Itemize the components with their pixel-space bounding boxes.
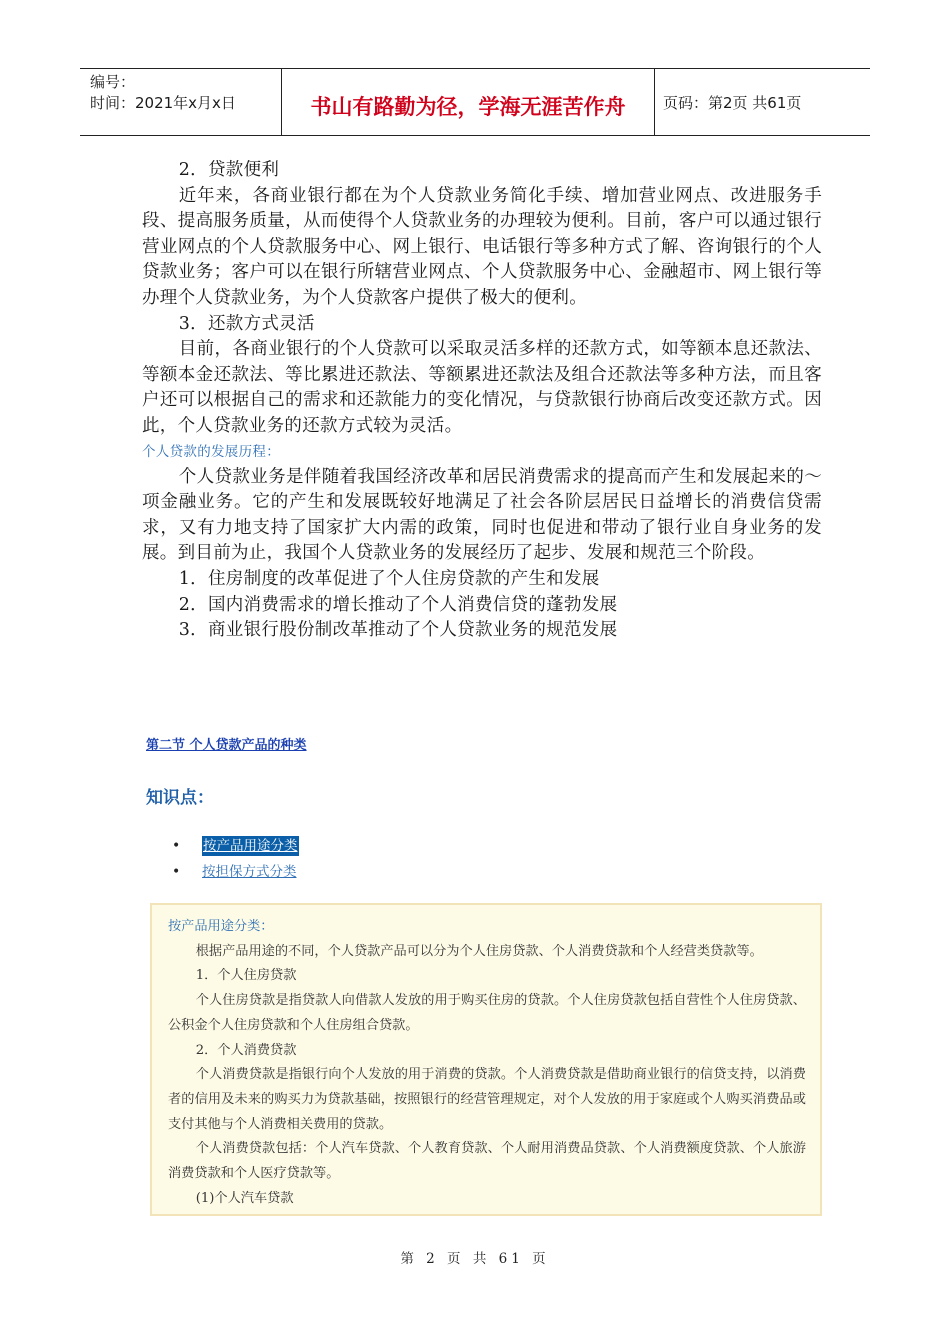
box-title: 按产品用途分类： <box>168 919 274 934</box>
header-motto: 书山有路勤为径，学海无涯苦作舟 <box>282 69 655 135</box>
box-paragraph: 2．个人消费贷款 <box>195 1042 297 1058</box>
knowledge-point-item <box>172 859 299 885</box>
numbered-item: 2．贷款便利 <box>178 160 280 180</box>
doc-date-label: 时间：2021年x月x日 <box>90 94 236 112</box>
knowledge-point-item <box>172 833 299 859</box>
section-link-loan-products[interactable]: 第二节 个人贷款产品的种类 <box>146 738 307 753</box>
numbered-item: 3．商业银行股份制改革推动了个人贷款业务的规范发展 <box>178 620 618 641</box>
header-page-info: 页码：第2页 共61页 <box>663 93 802 112</box>
page-header <box>80 68 870 136</box>
sub-heading: 个人贷款的发展历程： <box>142 443 280 460</box>
knowledge-point-link[interactable]: 按产品用途分类 <box>203 838 298 854</box>
box-paragraph: 1．个人住房贷款 <box>195 968 297 984</box>
bullet-dot-icon: • <box>172 864 181 880</box>
box-paragraph: (1)个人汽车贷款 <box>195 1190 294 1206</box>
knowledge-points-title: 知识点： <box>146 788 214 808</box>
box-paragraph: 个人消费贷款是指银行向个人发放的用于消费的贷款。个人消费贷款是借助商业银行的信贷支持，以消费者的信用及未来的购买力为贷款基础，按照银行的经营管理规定，对个人发放的用于家庭或个人购买消费品或支付其他与个人消费相关费用的贷款。 <box>168 1067 806 1132</box>
knowledge-point-link[interactable]: 按担保方式分类 <box>202 864 297 880</box>
content-box <box>150 903 822 1216</box>
header-meta <box>80 69 282 135</box>
bullet-dot-icon: • <box>172 838 181 854</box>
doc-number-label: 编号： <box>90 73 136 91</box>
main-text <box>142 158 822 644</box>
paragraph: 近年来，各商业银行都在为个人贷款业务简化手续、增加营业网点、改进服务手段、提高服务质量，从而使得个人贷款业务的办理较为便利。目前，客户可以通过银行营业网点的个人贷款服务中心、网上银行、电话银行等多种方式了解、咨询银行的个人贷款业务；客户可以在银行所辖营业网点、个人贷款服务中心、金融超市、网上银行等办理个人贷款业务，为个人贷款客户提供了极大的便利。 <box>142 185 822 308</box>
numbered-item: 1．住房制度的改革促进了个人住房贷款的产生和发展 <box>178 568 600 589</box>
paragraph: 个人贷款业务是伴随着我国经济改革和居民消费需求的提高而产生和发展起来的～项金融业务。它的产生和发展既较好地满足了社会各阶层居民日益增长的消费信贷需求，又有力地支持了国家扩大内需的政策，同时也促进和带动了银行业自身业务的发展。到目前为止，我国个人贷款业务的发展经历了起步、发展和规范三个阶段。 <box>142 466 822 564</box>
page-footer: 第 2 页 共 61 页 <box>400 1251 550 1267</box>
numbered-item: 2．国内消费需求的增长推动了个人消费信贷的蓬勃发展 <box>178 594 618 615</box>
numbered-item: 3．还款方式灵活 <box>178 313 315 334</box>
paragraph: 目前，各商业银行的个人贷款可以采取灵活多样的还款方式，如等额本息还款法、等额本金还款法、等比累进还款法、等额累进还款法及组合还款法等多种方法，而且客户还可以根据自己的需求和还款能力的变化情况，与贷款银行协商后改变还款方式。因此，个人贷款业务的还款方式较为灵活。 <box>142 339 822 436</box>
box-paragraph: 根据产品用途的不同，个人贷款产品可以分为个人住房贷款、个人消费贷款和个人经营类贷款等。 <box>195 943 763 959</box>
box-paragraph: 个人住房贷款是指贷款人向借款人发放的用于购买住房的贷款。个人住房贷款包括自营性个人住房贷款、公积金个人住房贷款和个人住房组合贷款。 <box>168 993 806 1033</box>
knowledge-points-list <box>172 833 299 885</box>
box-paragraph: 个人消费贷款包括：个人汽车贷款、个人教育贷款、个人耐用消费品贷款、个人消费额度贷款、个人旅游消费贷款和个人医疗贷款等。 <box>168 1141 806 1182</box>
